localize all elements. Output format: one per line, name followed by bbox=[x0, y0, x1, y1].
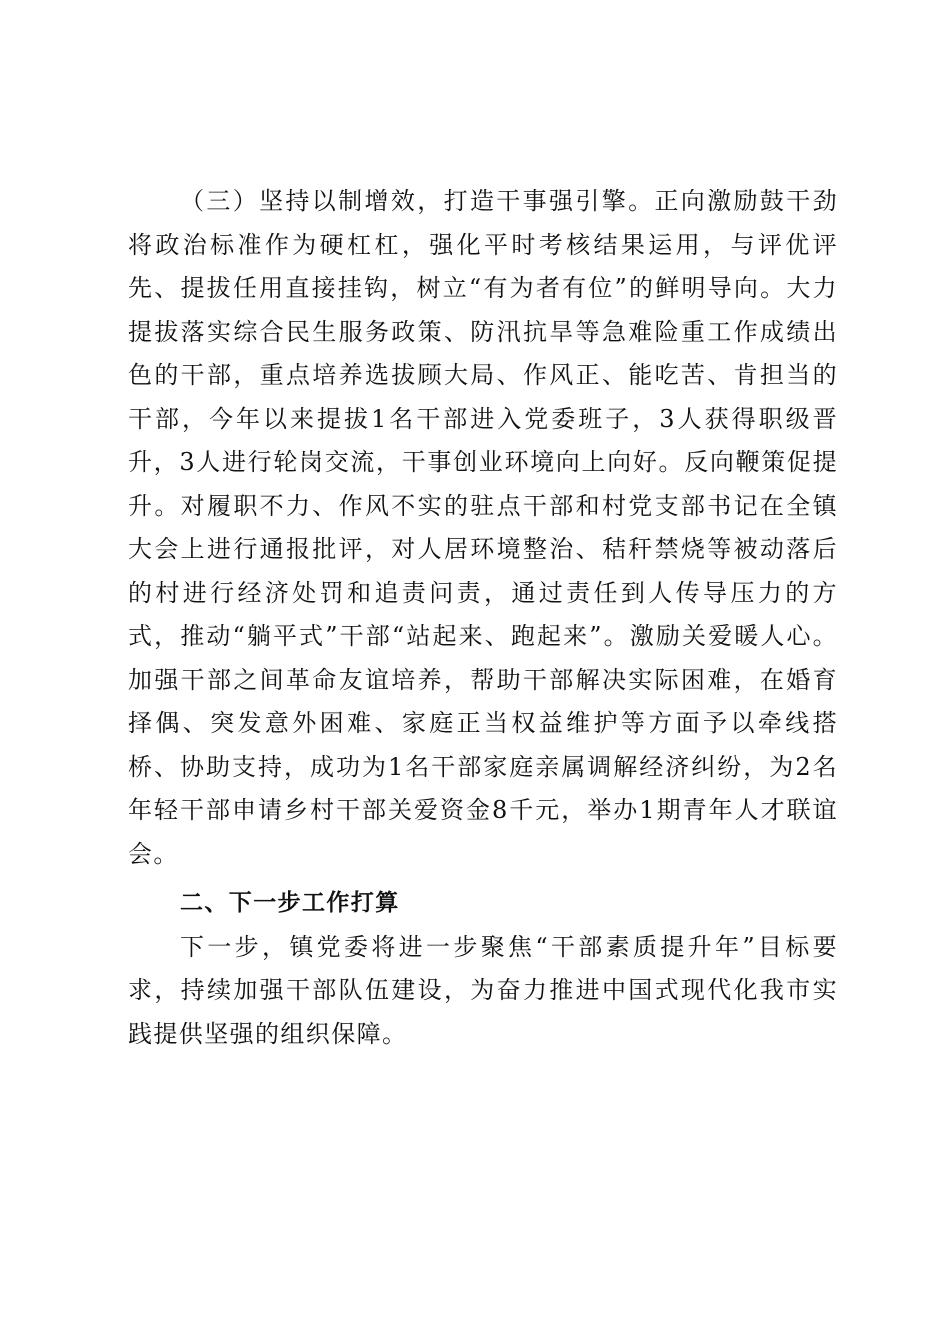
body-paragraph-incentives: （三）坚持以制增效，打造干事强引擎。正向激励鼓干劲将政治标准作为硬杠杠，强化平时考核结果运用，与评优评先、提拔任用直接挂钩，树立“有为者有位”的鲜明导向。大力提拔落实综合民生服务政策、防汛抗旱等急难险重工作成绩出色的干部，重点培养选拔顾大局、作风正、能吃苦、肯担当的干部，今年以来提拔1名干部进入党委班子，3人获得职级晋升，3人进行轮岗交流，干事创业环境向上向好。反向鞭策促提升。对履职不力、作风不实的驻点干部和村党支部书记在全镇大会上进行通报批评，对人居环境整治、秸秆禁烧等被动落后的村进行经济处罚和追责问责，通过责任到人传导压力的方式，推动“躺平式”干部“站起来、跑起来”。激励关爱暖人心。加强干部之间革命友谊培养，帮助干部解决实际困难，在婚育择偶、突发意外困难、家庭正当权益维护等方面予以牵线搭桥、协助支持，成功为1名干部家庭亲属调解经济纠纷，为2名年轻干部申请乡村干部关爱资金8千元，举办1期青年人才联谊会。 bbox=[128, 187, 838, 868]
section-heading-next-steps: 二、下一步工作打算 bbox=[180, 890, 400, 916]
document-body bbox=[128, 180, 838, 1056]
body-paragraph-next-steps: 下一步，镇党委将进一步聚焦“干部素质提升年”目标要求，持续加强干部队伍建设，为奋力推进中国式现代化我市实践提供坚强的组织保障。 bbox=[128, 932, 838, 1048]
